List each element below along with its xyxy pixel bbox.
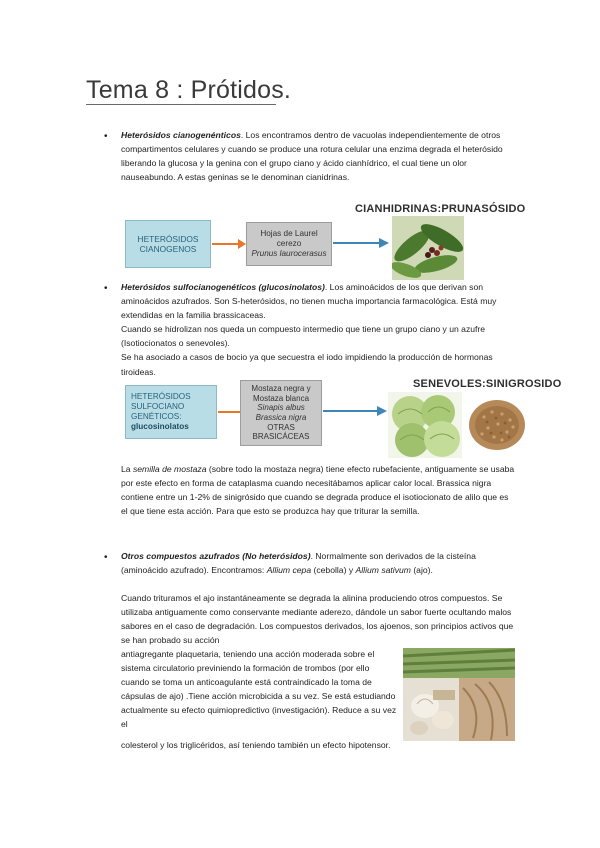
section2-heading: Heterósidos sulfocianogenéticos (glucosinolatos)	[121, 282, 325, 292]
cabbage-photo	[388, 392, 462, 458]
blue-arrow	[323, 405, 387, 417]
mustard-note-body: (sobre todo la mostaza negra) tiene efecto rubefaciente, antiguamente se usaba por este efecto en forma de cataplasma cuando necesitábamos aplicar calor local. Brassica nigra contiene entre un 1-2% de sinigrósido que cuando se degrada produce el isotiocionato de alilo que es el que tiene esta acción. Para que esto se produzca hay que triturar la semilla.	[121, 464, 515, 517]
leaf-icon	[392, 216, 464, 280]
mostaza-box	[240, 380, 322, 446]
section1-body: . Los encontramos dentro de vacuolas independientemente de otros compartimentos celulares y cuando se produce una rotura celular una enzima degrada el heterósido liberando la glucosa y la genina con el grupo ciano y ácido cianhídrico, el cual tiene un olor nauseabundo. A estas geninas se le denominan cianidrinas.	[121, 130, 503, 183]
allium-sativum-term: Allium sativum	[355, 565, 411, 576]
bullet-icon: •	[104, 131, 108, 142]
senevoles-title: SENEVOLES:SINIGROSIDO	[413, 378, 562, 390]
garlic-paragraph-top: Cuando trituramos el ajo instantáneamente se degrada la alinina produciendo otros compuestos. Se utilizaba antiguamente como conservante mediante aderezo, dándole un sabor fuerte ocultando malos sabores en el caso de degradación. Los compuestos derivados, los ajoenos, son principios activos que se han probado su acción	[121, 593, 514, 646]
garlic-icon	[403, 648, 515, 741]
title-underline	[86, 104, 276, 105]
garlic-onion-photo	[403, 648, 515, 741]
section3-body-a: . Normalmente son derivados de la cisteína (aminoácido azufrado). Encontramos:	[121, 551, 476, 576]
cianogenos-label: HETERÓSIDOS CIANOGENOS	[137, 234, 199, 254]
seeds-icon	[466, 392, 528, 454]
bullet-icon: •	[104, 552, 108, 563]
blue-arrow	[333, 237, 389, 249]
cabbage-icon	[388, 392, 462, 458]
mustard-note	[121, 462, 517, 518]
section2-hydrolysis: Cuando se hidrolizan nos queda un compuesto intermedio que tiene un grupo ciano y un azufre (Isotiocionatos o senevoles).	[121, 324, 486, 349]
sinapis-albus-label: Sinapis albus	[257, 403, 305, 413]
mustard-note-pre: La	[121, 464, 133, 474]
cherry-laurel-photo	[392, 216, 464, 280]
garlic-paragraph-wrap: antiagregante plaquetaria, teniendo una acción moderada sobre el sistema circulatorio previniendo la formación de trombos (por ello cuando se toma un anticoagulante está contraindicado la toma de cápsulas de ajo) .Tiene acción microbicida a su vez. Se está estudiando actualmente su efecto quimiopredictivo (investigación). Reduce a su vez el	[121, 649, 397, 730]
section1-heading: Heterósidos cianogenénticos	[121, 130, 241, 140]
glucosinolatos-box	[125, 385, 217, 439]
glucosinolatos-term: glucosinolatos	[131, 422, 189, 431]
section1-paragraph	[121, 128, 517, 184]
mustard-seed-term: semilla de mostaza	[132, 464, 207, 474]
orange-arrow	[212, 238, 246, 250]
mostaza-common-names: Mostaza negra y Mostaza blanca	[251, 384, 311, 403]
laurel-common-name: Hojas de Laurel cerezo	[260, 229, 318, 248]
glucosinolatos-label: HETERÓSIDOS SULFOCIANO GENÉTICOS:	[131, 392, 191, 421]
section3-body-b: (cebolla) y	[311, 565, 356, 576]
section3-body-c: (ajo).	[410, 565, 433, 576]
cianhidrinas-title: CIANHIDRINAS:PRUNASÓSIDO	[355, 203, 526, 215]
page-title: Tema 8 : Prótidos.	[86, 76, 292, 104]
cianogenos-box	[125, 220, 211, 268]
brassica-nigra-label: Brassica nigra	[255, 413, 307, 422]
allium-cepa-term: Allium cepa	[266, 565, 312, 576]
bullet-icon: •	[104, 283, 108, 294]
otras-brasicaceas-label: OTRAS BRASICÁCEAS	[252, 422, 310, 442]
section2-goiter: Se ha asociado a casos de bocio ya que secuestra el iodo impidiendo la producción de hormonas tiroideas.	[121, 352, 493, 377]
section2-body: . Los aminoácidos de los que derivan son aminoácidos azufrados. Son S-heterósidos, no tienen mucha importancia farmacológica. Está muy extendidas en la familia brassicaceas.	[121, 282, 497, 321]
laurel-box	[246, 222, 332, 266]
section3-heading: Otros compuestos azufrados (No heterósidos)	[121, 551, 311, 561]
garlic-paragraph-end: colesterol y los triglicéridos, así teniendo también un efecto hipotensor.	[121, 740, 391, 750]
laurel-scientific-name: Prunus laurocerasus	[251, 249, 327, 258]
section2-paragraph	[121, 280, 517, 379]
section3-paragraph	[121, 549, 517, 577]
mustard-seeds-photo	[466, 392, 528, 454]
